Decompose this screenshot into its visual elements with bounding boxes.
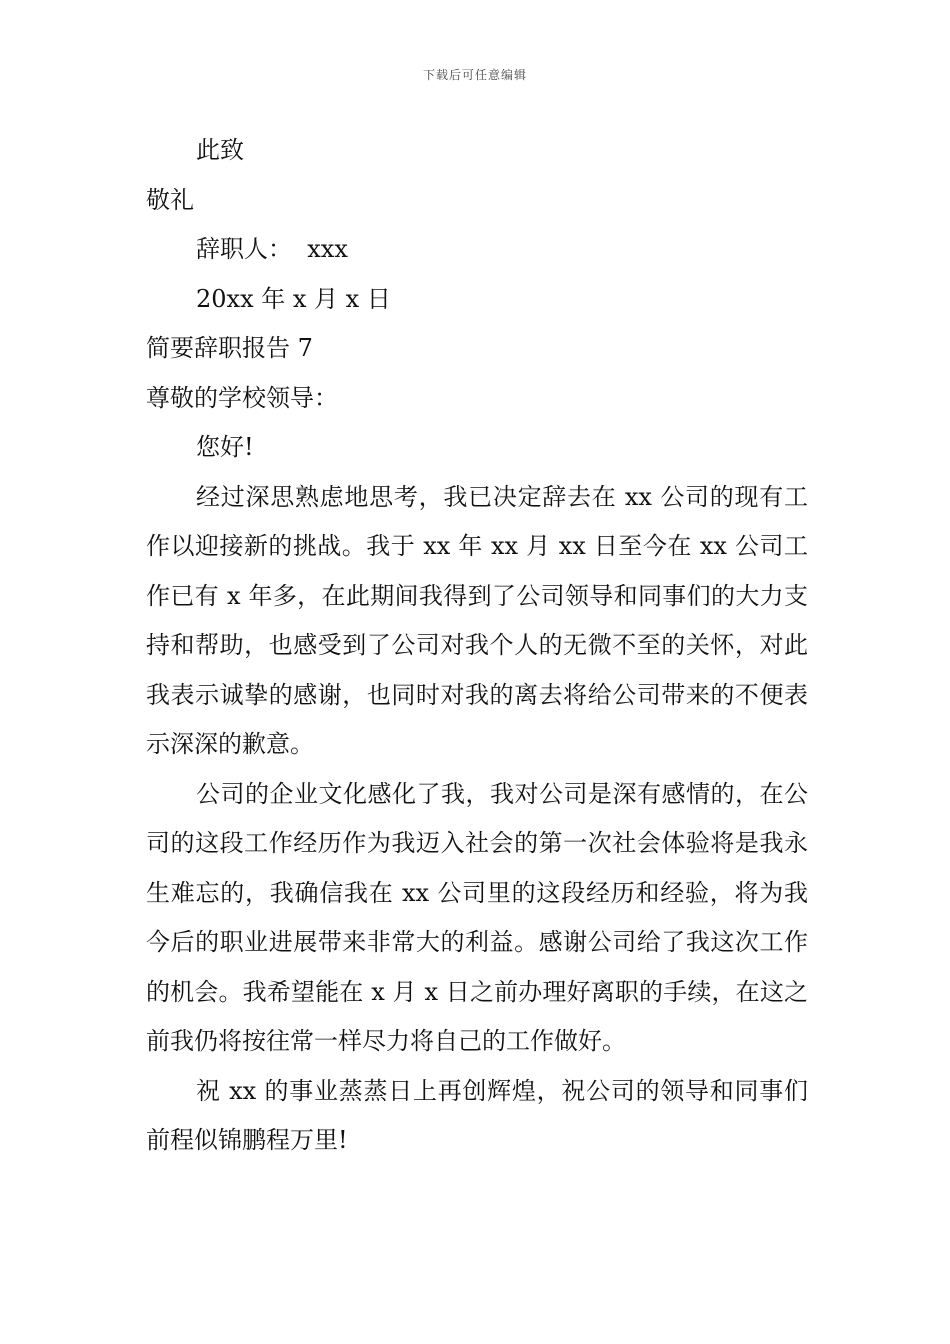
body-paragraph: 经过深思熟虑地思考，我已决定辞去在 xx 公司的现有工作以迎接新的挑战。我于 xx 年 xx 月 xx 日至今在 xx 公司工作已有 x 年多，在此期间我得到了公司领导和同事们的大力支持和帮助，也感受到了公司对我个人的无微不至的关怀，对此我表示诚挚的感谢，也同时对我的离去将给公司带来的不便表示深深的歉意。: [146, 482, 808, 758]
date-line: 20xx 年 x 月 x 日: [196, 284, 391, 313]
letter-greeting: 您好!: [196, 433, 254, 461]
closing-salutation-2: 敬礼: [146, 185, 194, 214]
signer-line: 辞职人： xxx: [196, 235, 348, 263]
body-paragraph: 祝 xx 的事业蒸蒸日上再创辉煌，祝公司的领导和同事们前程似锦鹏程万里!: [146, 1076, 808, 1154]
document-body: [146, 126, 808, 1166]
letter-title: 简要辞职报告 7: [146, 334, 313, 362]
header-note: 下载后可任意编辑: [422, 68, 527, 82]
closing-salutation-1: 此致: [196, 136, 244, 164]
body-paragraph: 公司的企业文化感化了我，我对公司是深有感情的，在公司的这段工作经历作为我迈入社会的第一次社会体验将是我永生难忘的，我确信我在 xx 公司里的这段经历和经验，将为我今后的职业进展带来非常大的利益。感谢公司给了我这次工作的机会。我希望能在 x 月 x 日之前办理好离职的手续，在这之前我仍将按往常一样尽力将自己的工作做好。: [146, 779, 808, 1055]
letter-recipient: 尊敬的学校领导：: [146, 383, 338, 412]
